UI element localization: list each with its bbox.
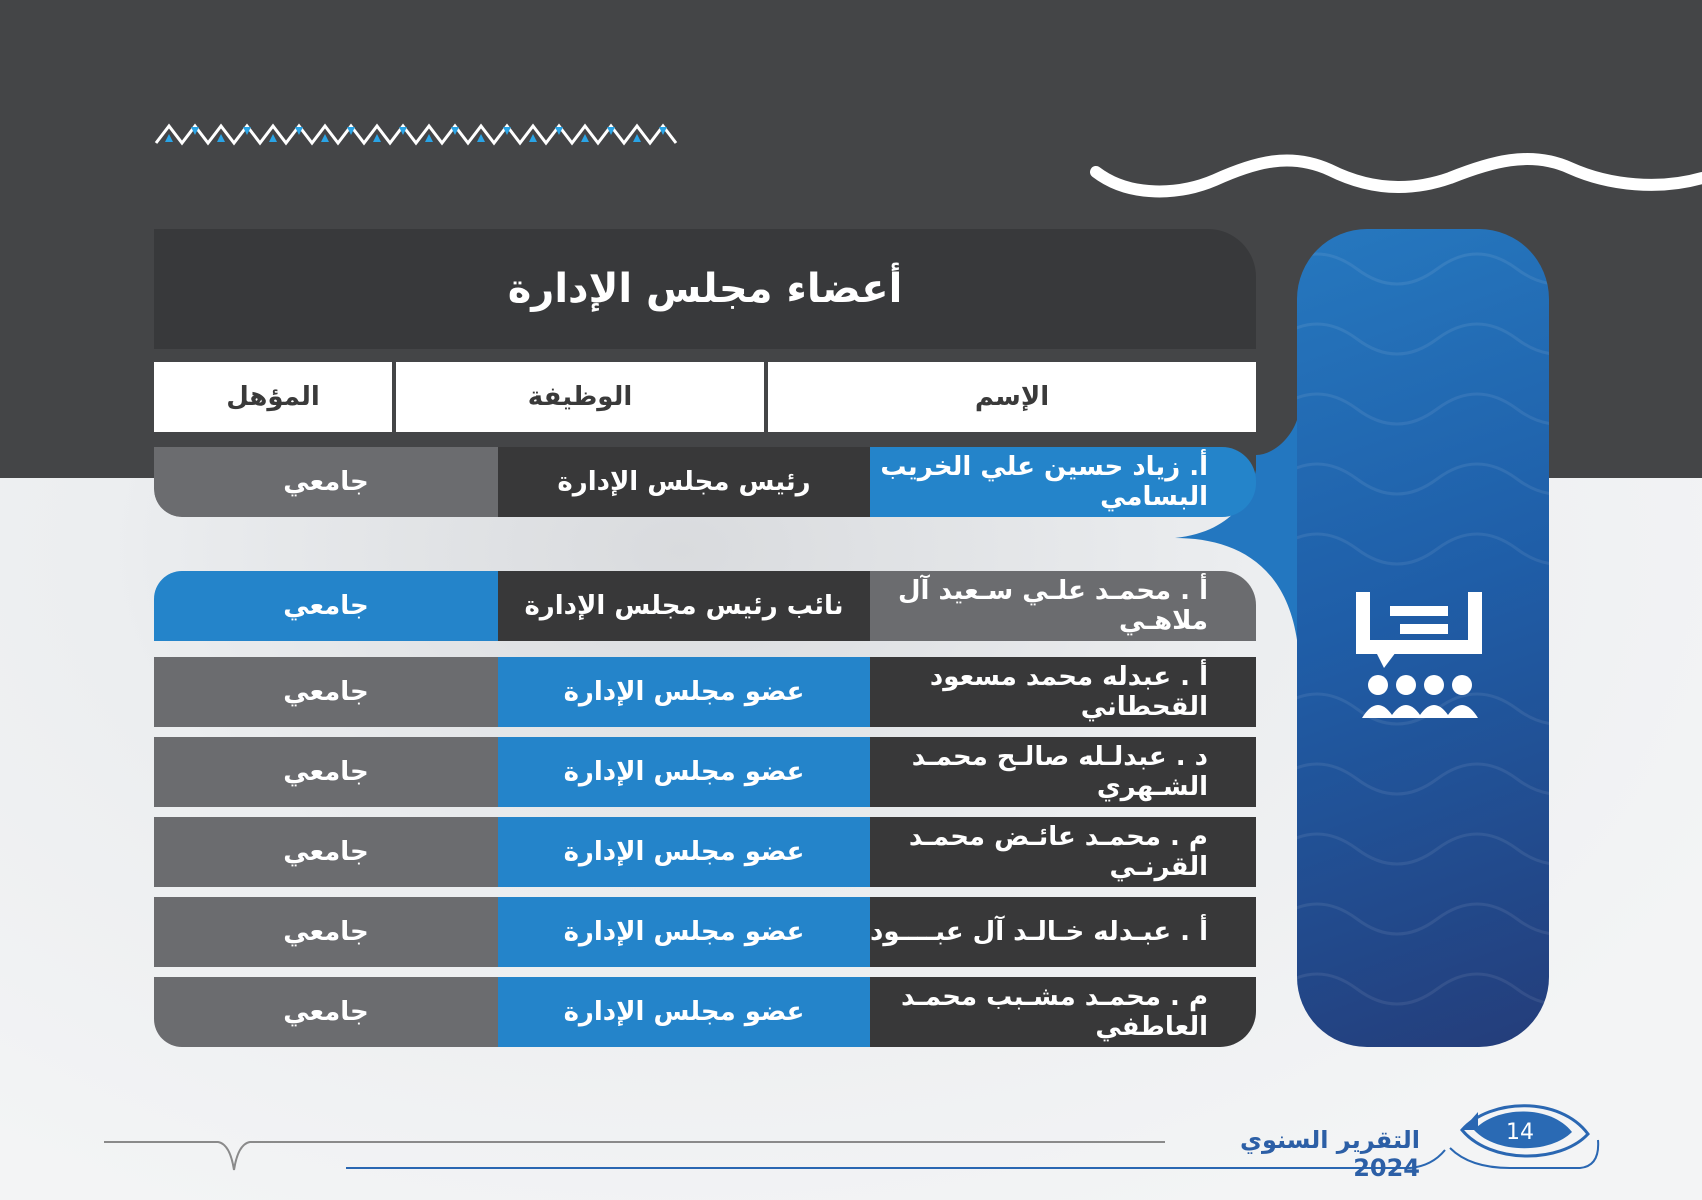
- header-name: الإسم: [768, 362, 1256, 432]
- page-number: 14: [1506, 1119, 1534, 1145]
- member-job: عضو مجلس الإدارة: [498, 897, 870, 967]
- report-title: التقرير السنوي 2024: [1239, 1126, 1420, 1182]
- table-row: [154, 571, 1256, 641]
- member-qualification: جامعي: [154, 897, 498, 967]
- table-row: [154, 817, 1256, 887]
- table-title: أعضاء مجلس الإدارة: [507, 266, 903, 312]
- table-row: [154, 657, 1256, 727]
- member-name: أ. زياد حسين علي الخريب البسامي: [870, 447, 1256, 517]
- table-title-bar: [154, 229, 1256, 349]
- wave-icon: [1096, 159, 1702, 191]
- member-qualification: جامعي: [154, 657, 498, 727]
- member-qualification: جامعي: [154, 817, 498, 887]
- zigzag-pattern-icon: [156, 126, 676, 143]
- table-row: [154, 447, 1256, 517]
- member-job: رئيس مجلس الإدارة: [498, 447, 870, 517]
- member-job: عضو مجلس الإدارة: [498, 977, 870, 1047]
- member-job: نائب رئيس مجلس الإدارة: [498, 571, 870, 641]
- member-qualification: جامعي: [154, 571, 498, 641]
- side-panel: [1297, 229, 1549, 1047]
- table-header-row: [154, 362, 1256, 432]
- member-job: عضو مجلس الإدارة: [498, 657, 870, 727]
- member-name: أ . عبـدله خـالـد آل عبــــود: [870, 897, 1256, 967]
- table-row: [154, 897, 1256, 967]
- member-name: م . محمـد عائـض محمـد القرنـي: [870, 817, 1256, 887]
- member-name: أ . محمـد علـي سـعيد آل ملاهـي: [870, 571, 1256, 641]
- member-job: عضو مجلس الإدارة: [498, 737, 870, 807]
- member-qualification: جامعي: [154, 977, 498, 1047]
- member-name: م . محمـد مشـبب محمـد العاطفي: [870, 977, 1256, 1047]
- member-name: د . عبدلـله صالـح محمـد الشـهري: [870, 737, 1256, 807]
- member-job: عضو مجلس الإدارة: [498, 817, 870, 887]
- header-qualification: المؤهل: [154, 362, 392, 432]
- member-name: أ . عبدله محمد مسعود القحطاني: [870, 657, 1256, 727]
- meeting-presentation-icon: [1356, 592, 1486, 722]
- member-qualification: جامعي: [154, 447, 498, 517]
- table-row: [154, 977, 1256, 1047]
- table-row: [154, 737, 1256, 807]
- header-job: الوظيفة: [396, 362, 764, 432]
- member-qualification: جامعي: [154, 737, 498, 807]
